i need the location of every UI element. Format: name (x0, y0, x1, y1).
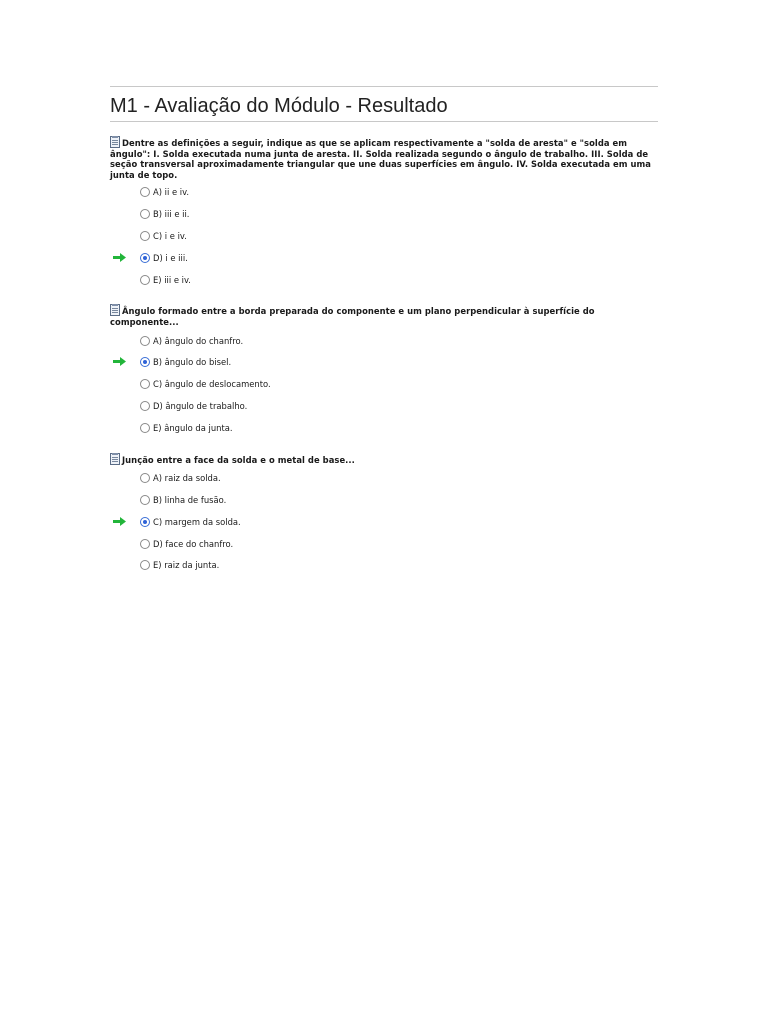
radio-button[interactable] (140, 539, 150, 549)
question-label: Dentre as definições a seguir, indique as que se aplicam respectivamente a "solda de aresta" e "solda em ângulo": I. Solda executada numa junta de aresta. II. Solda realizada segundo o ângulo de trabalho. III. Solda de seção transversal aproximadamente triangular que une duas superfícies em ângulo. IV. Solda executada em uma junta de topo. (110, 138, 651, 180)
option-label: A) ângulo do chanfro. (153, 335, 244, 346)
radio-button-selected[interactable] (140, 517, 150, 527)
radio-button[interactable] (140, 187, 150, 197)
option-row[interactable] (140, 252, 658, 274)
question-3 (110, 453, 658, 582)
option-label: A) raiz da solda. (153, 473, 221, 484)
radio-button[interactable] (140, 275, 150, 285)
option-row[interactable] (140, 186, 658, 208)
option-label: D) i e iii. (153, 252, 188, 263)
option-label: A) ii e iv. (153, 187, 190, 198)
option-row[interactable] (140, 472, 658, 494)
radio-button[interactable] (140, 336, 150, 346)
result-page (110, 86, 658, 581)
question-text (110, 136, 658, 180)
option-label: C) i e iv. (153, 230, 187, 241)
radio-button[interactable] (140, 401, 150, 411)
option-label: D) ângulo de trabalho. (153, 400, 248, 411)
options-list (110, 186, 658, 295)
radio-button[interactable] (140, 473, 150, 483)
option-row[interactable] (140, 378, 658, 400)
page-title: M1 - Avaliação do Módulo - Resultado (110, 95, 448, 117)
radio-button[interactable] (140, 495, 150, 505)
option-row[interactable] (140, 494, 658, 516)
question-list (110, 136, 658, 581)
question-label: Ângulo formado entre a borda preparada do componente e um plano perpendicular à superfície do componente... (110, 306, 595, 327)
options-list (110, 335, 658, 444)
document-icon (110, 453, 120, 465)
option-label: E) iii e iv. (153, 274, 191, 285)
option-row[interactable] (140, 230, 658, 252)
option-row[interactable] (140, 538, 658, 560)
option-label: D) face do chanfro. (153, 538, 234, 549)
option-label: B) linha de fusão. (153, 494, 227, 505)
radio-button[interactable] (140, 379, 150, 389)
top-divider (110, 86, 658, 87)
green-arrow-icon (113, 517, 127, 526)
document-icon (110, 304, 120, 316)
option-row[interactable] (140, 356, 658, 378)
title-divider (110, 121, 658, 122)
green-arrow-icon (113, 253, 127, 262)
option-label: E) ângulo da junta. (153, 422, 233, 433)
document-icon (110, 136, 120, 148)
option-label: C) margem da solda. (153, 516, 241, 527)
question-1 (110, 136, 658, 295)
option-row[interactable] (140, 516, 658, 538)
option-row[interactable] (140, 559, 658, 581)
option-row[interactable] (140, 274, 658, 296)
options-list (110, 472, 658, 581)
option-row[interactable] (140, 335, 658, 357)
green-arrow-icon (113, 357, 127, 366)
question-2 (110, 304, 658, 443)
radio-button[interactable] (140, 231, 150, 241)
option-label: B) iii e ii. (153, 209, 190, 220)
radio-button-selected[interactable] (140, 357, 150, 367)
question-text (110, 453, 658, 466)
option-row[interactable] (140, 208, 658, 230)
option-row[interactable] (140, 422, 658, 444)
radio-button[interactable] (140, 209, 150, 219)
radio-button[interactable] (140, 423, 150, 433)
option-label: E) raiz da junta. (153, 560, 220, 571)
radio-button-selected[interactable] (140, 253, 150, 263)
option-label: B) ângulo do bisel. (153, 357, 232, 368)
radio-button[interactable] (140, 560, 150, 570)
question-text (110, 304, 658, 327)
option-row[interactable] (140, 400, 658, 422)
question-label: Junção entre a face da solda e o metal de base... (122, 454, 355, 465)
option-label: C) ângulo de deslocamento. (153, 379, 271, 390)
